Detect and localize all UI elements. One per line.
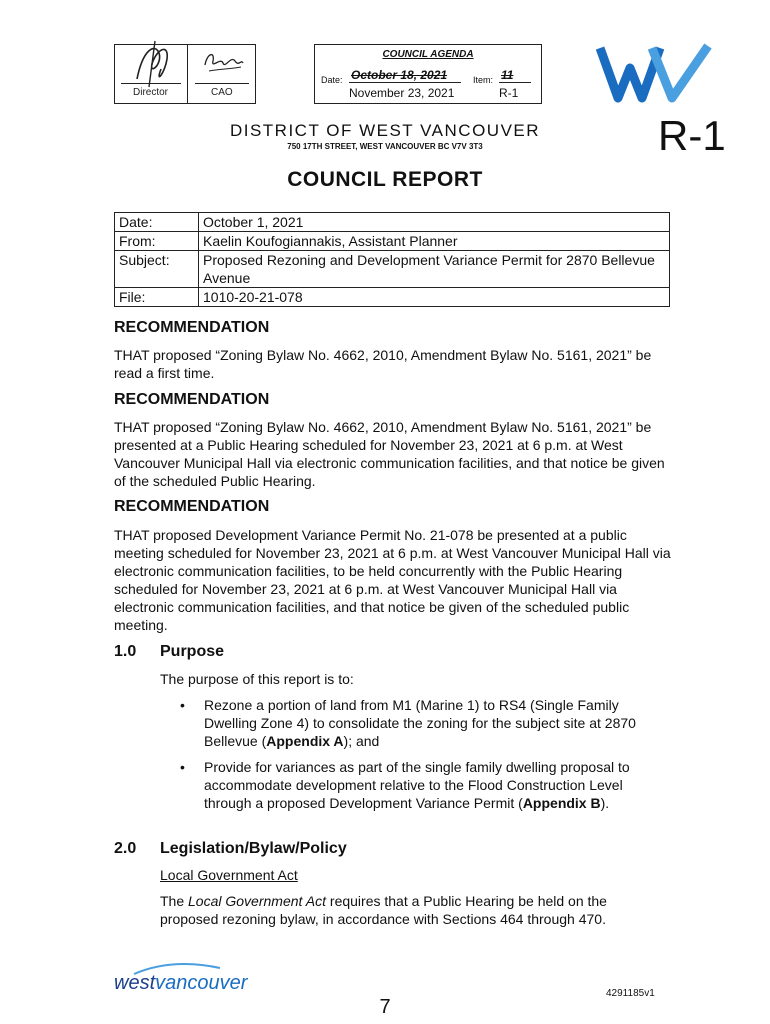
agenda-date-struck: October 18, 2021 <box>351 68 448 82</box>
table-row <box>115 232 670 251</box>
recommendation-heading: RECOMMENDATION <box>114 391 270 408</box>
list-item <box>160 758 660 812</box>
info-key: Date: <box>115 213 199 232</box>
director-sign-line <box>121 83 181 84</box>
info-value: 1010-20-21-078 <box>199 288 670 307</box>
cao-initials <box>201 47 247 81</box>
district-address: 750 17TH STREET, WEST VANCOUVER BC V7V 3T3 <box>287 142 483 151</box>
recommendation-text: THAT proposed “Zoning Bylaw No. 4662, 2010, Amendment Bylaw No. 5161, 2021” be read a first time. <box>114 347 652 381</box>
agenda-item-underline <box>499 82 531 83</box>
item-code: R-1 <box>658 112 726 159</box>
recommendation-text: THAT proposed “Zoning Bylaw No. 4662, 2010, Amendment Bylaw No. 5161, 2021” be presented at a Public Hearing scheduled for November 23, 2021 at 6 p.m. at West Vancouver Municipal Hall via electronic communication facilities, and that notice be given of the scheduled Public Hearing. <box>114 419 665 489</box>
appendix-ref: Appendix A <box>266 733 344 749</box>
logo-vancouver: vancouver <box>155 972 248 994</box>
bullet-tail: ). <box>600 795 610 811</box>
legislation-paragraph <box>160 892 660 928</box>
info-key: From: <box>115 232 199 251</box>
agenda-date-value: November 23, 2021 <box>349 86 455 100</box>
district-name: DISTRICT OF WEST VANCOUVER <box>229 121 541 140</box>
bullet-tail: ); and <box>343 733 380 749</box>
info-value: Kaelin Koufogiannakis, Assistant Planner <box>199 232 670 251</box>
agenda-item-label: Item: <box>473 75 494 85</box>
director-label: Director <box>133 87 169 98</box>
agenda-title: COUNCIL AGENDA <box>382 49 474 60</box>
recommendation-heading: RECOMMENDATION <box>114 319 270 336</box>
signoff-divider <box>187 45 188 103</box>
agenda-item-value: R-1 <box>499 86 519 100</box>
table-row <box>115 251 670 288</box>
recommendation-text: THAT proposed Development Variance Permit No. 21-078 be presented at a public meeting scheduled for November 23, 2021 at 6 p.m. at West Vancouver Municipal Hall via electronic communication facilities, to be held concurrently with the Public Hearing scheduled for November 23, 2021 at 6 p.m. at West Vancouver Municipal Hall via electronic communication facilities, and that notice be given of the scheduled public meeting. <box>114 527 671 633</box>
section-number: 2.0 <box>114 840 137 857</box>
west-vancouver-logo <box>114 972 247 995</box>
table-row <box>115 213 670 232</box>
section-title: Purpose <box>160 643 225 660</box>
bullet-text: Provide for variances as part of the single family dwelling proposal to accommodate development relative to the Flood Construction Level through a proposed Development Variance Permit ( <box>204 759 630 811</box>
logo-west: west <box>114 972 156 994</box>
appendix-ref: Appendix B <box>522 795 601 811</box>
document-id: 4291185v1 <box>606 988 655 999</box>
agenda-item-struck: 11 <box>501 68 514 82</box>
agenda-date-label: Date: <box>321 75 343 85</box>
info-key: File: <box>115 288 199 307</box>
paragraph-start: The <box>160 893 189 909</box>
cao-sign-line <box>195 83 249 84</box>
table-row <box>115 288 670 307</box>
page-number: 7 <box>379 996 391 1018</box>
signoff-box <box>114 44 256 104</box>
purpose-list <box>160 696 660 820</box>
subsection-heading: Local Government Act <box>160 867 298 883</box>
west-vancouver-emblem <box>596 42 716 104</box>
council-agenda-box <box>314 44 542 104</box>
recommendation-heading: RECOMMENDATION <box>114 498 270 515</box>
info-value: Proposed Rezoning and Development Variance Permit for 2870 Bellevue Avenue <box>199 251 670 288</box>
report-info-table <box>114 212 670 307</box>
list-item <box>160 696 660 750</box>
section-number: 1.0 <box>114 643 137 660</box>
info-key: Subject: <box>115 251 199 288</box>
cao-label: CAO <box>211 87 233 98</box>
purpose-intro: The purpose of this report is to: <box>160 671 354 687</box>
section-title: Legislation/Bylaw/Policy <box>160 840 347 857</box>
act-name: Local Government Act <box>188 893 327 909</box>
bullet-text: Rezone a portion of land from M1 (Marine 1) to RS4 (Single Family Dwelling Zone 4) to consolidate the zoning for the subject site at 2870 Bellevue ( <box>204 697 636 749</box>
info-value: October 1, 2021 <box>199 213 670 232</box>
agenda-date-underline <box>349 82 461 83</box>
report-title: COUNCIL REPORT <box>287 168 483 191</box>
paragraph-end: requires that a Public Hearing be held on the proposed rezoning bylaw, in accordance with Sections 464 through 470. <box>160 893 607 927</box>
